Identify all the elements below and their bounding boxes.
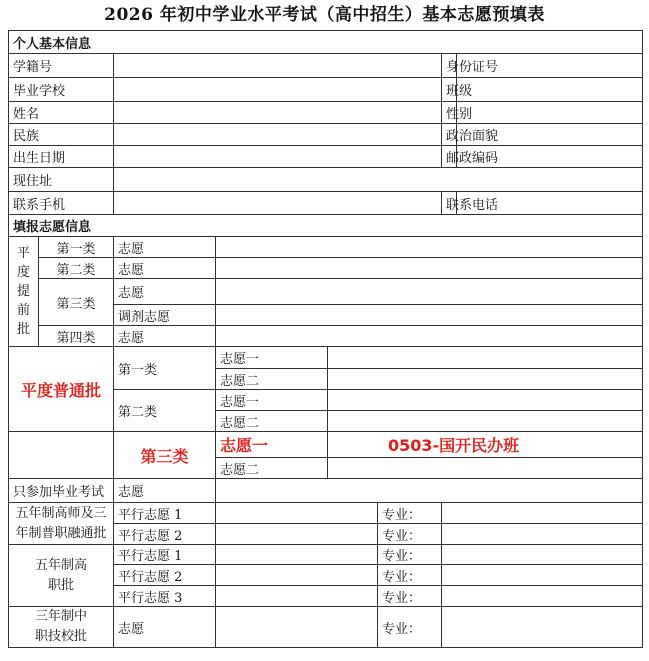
- gender-label: 性别: [442, 102, 457, 124]
- three-year-wish-field[interactable]: [216, 607, 378, 648]
- regular-cat3-wish2-field[interactable]: [328, 458, 643, 479]
- five-year-voc-p2-major-label: 专业：: [378, 565, 442, 586]
- name-label: 姓名: [9, 102, 114, 124]
- advance-cat2-label: 第二类: [39, 258, 114, 279]
- five-year-teacher-p2-field[interactable]: [216, 524, 378, 545]
- mobile-label: 联系手机: [9, 192, 114, 215]
- three-year-major-field[interactable]: [442, 607, 643, 648]
- regular-cat3-label: 第三类: [114, 432, 216, 479]
- five-year-voc-p1-major-label: 专业：: [378, 545, 442, 565]
- advance-cat4-label: 第四类: [39, 326, 114, 347]
- regular-cat2-label: 第二类: [114, 390, 216, 432]
- three-year-label: 三年制中职技校批: [9, 607, 114, 648]
- regular-batch-label: 平度普通批: [9, 347, 114, 432]
- birth-field[interactable]: [114, 146, 442, 168]
- advance-cat3-adjust-field[interactable]: [216, 305, 643, 326]
- application-form: [8, 30, 643, 648]
- regular-cat1-wish1-label: 志愿一: [216, 347, 328, 369]
- advance-cat2-wish-field[interactable]: [216, 258, 643, 279]
- section-personal-info: 个人基本信息: [9, 31, 643, 54]
- class-field[interactable]: [457, 78, 643, 102]
- advance-cat1-label: 第一类: [39, 237, 114, 258]
- five-year-voc-p2-label: 平行志愿 2: [114, 565, 216, 586]
- five-year-voc-p3-label: 平行志愿 3: [114, 586, 216, 607]
- regular-cat1-wish1-field[interactable]: [328, 347, 643, 369]
- five-year-voc-p2-field[interactable]: [216, 565, 378, 586]
- five-year-vocational-label: 五年制高职批: [9, 545, 114, 607]
- five-year-teacher-p2-label: 平行志愿 2: [114, 524, 216, 545]
- ethnicity-field[interactable]: [114, 124, 442, 146]
- five-year-voc-p1-major-field[interactable]: [442, 545, 643, 565]
- five-year-voc-p2-major-field[interactable]: [442, 565, 643, 586]
- five-year-teacher-p2-major-field[interactable]: [442, 524, 643, 545]
- section-wish-info: 填报志愿信息: [9, 215, 643, 237]
- student-id-field[interactable]: [114, 54, 442, 78]
- five-year-teacher-p1-field[interactable]: [216, 503, 378, 524]
- five-year-voc-p1-label: 平行志愿 1: [114, 545, 216, 565]
- regular-cat1-label: 第一类: [114, 347, 216, 390]
- advance-cat3-wish-label: 志愿: [114, 279, 216, 305]
- class-label: 班级: [442, 78, 457, 102]
- regular-cat3-wish1-label: 志愿一: [216, 432, 328, 458]
- advance-cat3-wish-field[interactable]: [216, 279, 643, 305]
- advance-cat3-label: 第三类: [39, 279, 114, 326]
- regular-cat2-wish2-field[interactable]: [328, 411, 643, 432]
- advance-batch-label: 平度提前批: [9, 237, 39, 347]
- five-year-voc-p3-major-field[interactable]: [442, 586, 643, 607]
- three-year-major-label: 专业：: [378, 607, 442, 648]
- five-year-teacher-label: 五年制高师及三年制普职融通批: [9, 503, 114, 545]
- five-year-voc-p3-major-label: 专业：: [378, 586, 442, 607]
- regular-cat3-wish1-field[interactable]: 0503-国开民办班: [328, 432, 643, 458]
- five-year-teacher-p2-major-label: 专业：: [378, 524, 442, 545]
- regular-cat2-wish2-label: 志愿二: [216, 411, 328, 432]
- five-year-voc-p1-field[interactable]: [216, 545, 378, 565]
- address-label: 现住址: [9, 168, 114, 192]
- school-label: 毕业学校: [9, 78, 114, 102]
- political-label: 政治面貌: [442, 124, 457, 146]
- advance-cat2-wish-label: 志愿: [114, 258, 216, 279]
- ethnicity-label: 民族: [9, 124, 114, 146]
- phone-label: 联系电话: [442, 192, 457, 215]
- advance-cat4-wish-field[interactable]: [216, 326, 643, 347]
- birth-label: 出生日期: [9, 146, 114, 168]
- school-field[interactable]: [114, 78, 442, 102]
- student-id-label: 学籍号: [9, 54, 114, 78]
- address-field[interactable]: [114, 168, 643, 192]
- name-field[interactable]: [114, 102, 442, 124]
- gender-field[interactable]: [457, 102, 643, 124]
- regular-batch-label-cont: [9, 432, 114, 479]
- advance-cat1-wish-label: 志愿: [114, 237, 216, 258]
- three-year-wish-label: 志愿: [114, 607, 216, 648]
- postcode-label: 邮政编码: [442, 146, 457, 168]
- five-year-teacher-p1-major-field[interactable]: [442, 503, 643, 524]
- grad-only-wish-label: 志愿: [114, 479, 216, 503]
- regular-cat2-wish1-field[interactable]: [328, 390, 643, 411]
- page-title: 2026 年初中学业水平考试（高中招生）基本志愿预填表: [104, 5, 545, 25]
- five-year-teacher-p1-label: 平行志愿 1: [114, 503, 216, 524]
- grad-only-label: 只参加毕业考试: [9, 479, 114, 503]
- advance-cat1-wish-field[interactable]: [216, 237, 643, 258]
- regular-cat1-wish2-label: 志愿二: [216, 369, 328, 390]
- five-year-teacher-p1-major-label: 专业：: [378, 503, 442, 524]
- regular-cat1-wish2-field[interactable]: [328, 369, 643, 390]
- regular-cat3-wish2-label: 志愿二: [216, 458, 328, 479]
- five-year-voc-p3-field[interactable]: [216, 586, 378, 607]
- mobile-field[interactable]: [114, 192, 442, 215]
- advance-cat3-adjust-label: 调剂志愿: [114, 305, 216, 326]
- regular-cat2-wish1-label: 志愿一: [216, 390, 328, 411]
- id-card-label: 身份证号: [442, 54, 457, 78]
- advance-cat4-wish-label: 志愿: [114, 326, 216, 347]
- grad-only-wish-field[interactable]: [216, 479, 643, 503]
